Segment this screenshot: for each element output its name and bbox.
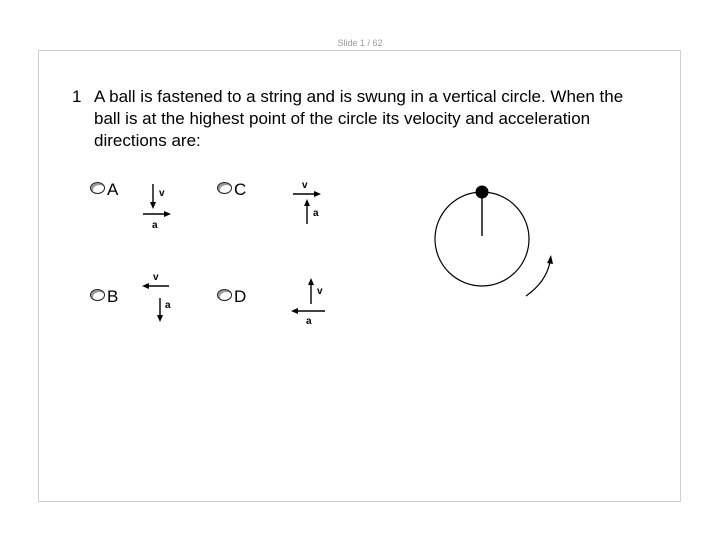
acceleration-arrowhead	[291, 308, 298, 314]
velocity-label: v	[153, 272, 159, 283]
acceleration-label: a	[313, 208, 319, 219]
option-d-diagram	[285, 272, 335, 327]
velocity-arrowhead	[142, 283, 149, 289]
acceleration-arrowhead	[157, 315, 163, 322]
velocity-label: v	[302, 180, 308, 191]
option-b[interactable]	[90, 287, 118, 307]
option-a-diagram	[135, 178, 185, 233]
slide-counter: Slide 1 / 62	[337, 38, 383, 48]
velocity-arrowhead	[314, 191, 321, 197]
radio-icon[interactable]	[90, 182, 105, 194]
question-number: 1	[72, 87, 82, 106]
option-c[interactable]	[217, 180, 246, 200]
acceleration-arrowhead	[164, 211, 171, 217]
acceleration-arrowhead	[304, 199, 310, 206]
radio-icon[interactable]	[90, 289, 105, 301]
question-text: A ball is fastened to a string and is swung in a vertical circle. When the ball is at the highest point of the circle its velocity and acceleration directions are:	[94, 87, 624, 150]
rotation-arrowhead-icon	[547, 255, 553, 264]
option-b-label: B	[107, 287, 119, 306]
acceleration-label: a	[165, 300, 171, 311]
radio-icon[interactable]	[217, 182, 232, 194]
radio-icon[interactable]	[217, 289, 232, 301]
acceleration-label: a	[306, 316, 312, 327]
option-a-label: A	[107, 180, 119, 199]
option-a[interactable]	[90, 180, 118, 200]
vertical-circle-diagram	[420, 178, 570, 303]
ball-icon	[476, 186, 489, 199]
option-d[interactable]	[217, 287, 246, 307]
velocity-arrowhead	[150, 202, 156, 209]
option-c-label: C	[234, 180, 247, 199]
velocity-label: v	[317, 286, 323, 297]
velocity-arrowhead	[308, 278, 314, 285]
option-c-diagram	[285, 178, 335, 233]
acceleration-label: a	[152, 220, 158, 231]
velocity-label: v	[159, 188, 165, 199]
option-b-diagram	[135, 268, 185, 326]
option-d-label: D	[234, 287, 247, 306]
rotation-direction-arc	[526, 262, 550, 296]
